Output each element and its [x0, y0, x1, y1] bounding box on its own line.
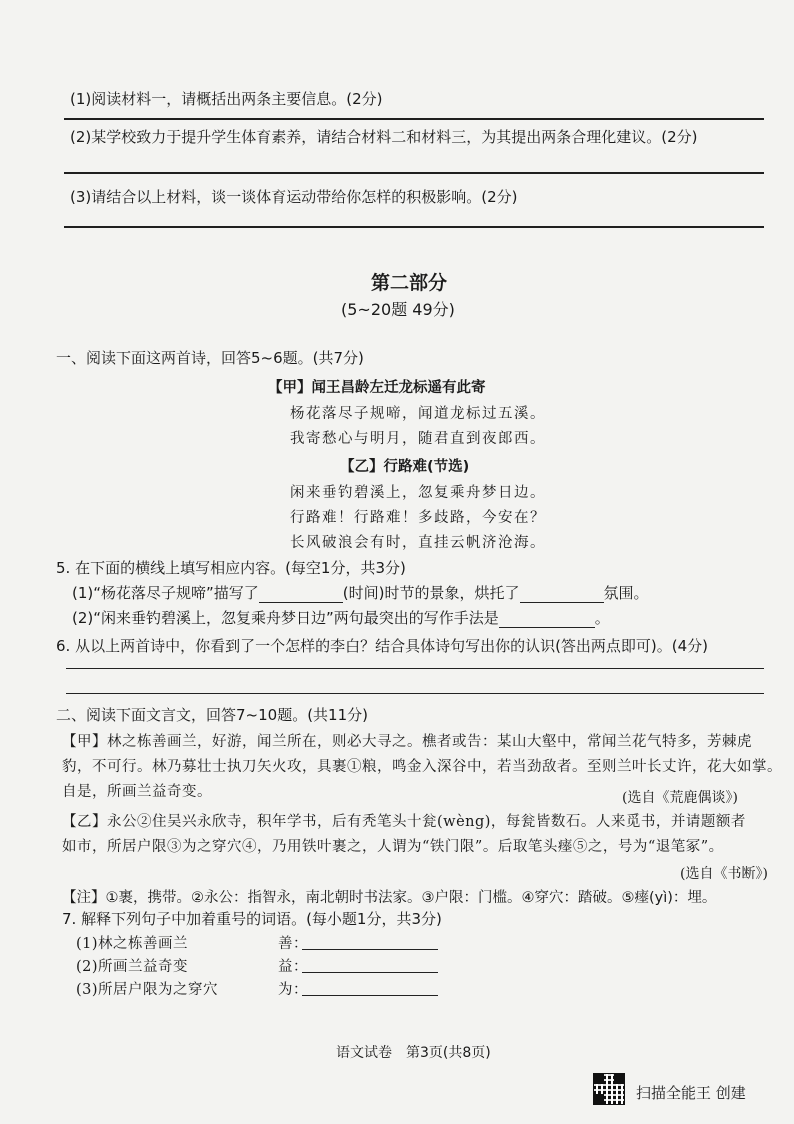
poem-b-line-2: 行路难！行路难！多歧路，今安在？: [290, 510, 546, 526]
question-1-2: (2)某学校致力于提升学生体育素养，请结合材料二和材料三，为其提出两条合理化建议。(2分): [70, 128, 698, 146]
question-5: 5. 在下面的横线上填写相应内容。(每空1分，共3分): [56, 559, 406, 577]
question-5-1-part-c: 氛围。: [603, 584, 649, 602]
part-title: 第二部分: [371, 272, 448, 294]
q7-item-1: (1)林之栋善画兰: [76, 936, 189, 952]
text-b-line-1: 【乙】永公②住吴兴永欣寺，积年学书，后有秃笔头十瓮(wèng)，每瓮皆数石。人来觅书，并请题额者: [62, 814, 746, 830]
answer-line: [64, 226, 764, 228]
q7-item-2-word: 益：: [278, 959, 308, 975]
question-5-1: [72, 582, 649, 603]
q7-item-1-word: 善：: [278, 936, 308, 952]
question-1-1: (1)阅读材料一，请概括出两条主要信息。(2分): [70, 90, 383, 108]
answer-line: [64, 118, 764, 120]
poem-a-line-1: 杨花落尽子规啼，闻道龙标过五溪。: [290, 406, 546, 422]
question-6: 6. 从以上两首诗中，你看到了一个怎样的李白？结合具体诗句写出你的认识(答出两点即可)。(4分): [56, 637, 709, 655]
question-5-2-part-b: 。: [594, 609, 610, 627]
poem-a-title: 【甲】闻王昌龄左迁龙标遥有此寄: [268, 380, 486, 396]
poem-b-line-3: 长风破浪会有时，直挂云帆济沧海。: [290, 535, 546, 551]
q7-item-2: (2)所画兰益奇变: [76, 959, 189, 975]
answer-line[interactable]: [302, 949, 438, 950]
scanner-brand: 扫描全能王 创建: [636, 1084, 746, 1102]
annotations: 【注】①裹，携带。②永公：指智永，南北朝时书法家。③户限：门槛。④穿穴：踏破。⑤瘗(yì)：埋。: [62, 890, 717, 906]
qr-code-icon: [593, 1073, 625, 1105]
question-1-3: (3)请结合以上材料，谈一谈体育运动带给你怎样的积极影响。(2分): [70, 188, 518, 206]
section-2-heading: 二、阅读下面文言文，回答7~10题。(共11分): [56, 706, 368, 724]
fill-blank[interactable]: [499, 611, 595, 628]
text-a-line-2: 豹，不可行。林乃募壮士执刀矢火攻，具裹①粮，鸣金入深谷中，若当劲敌者。至则兰叶长丈许，花大如掌。: [62, 759, 782, 775]
answer-line[interactable]: [66, 668, 764, 669]
answer-line: [64, 172, 764, 174]
text-a-line-1: 【甲】林之栋善画兰，好游，闻兰所在，则必大寻之。樵者或告：某山大壑中，常闻兰花气特多，芳棘虎: [62, 734, 752, 750]
answer-line[interactable]: [302, 995, 438, 996]
question-5-2: [72, 607, 610, 628]
answer-line[interactable]: [302, 972, 438, 973]
source-b: (选自《书断》): [680, 866, 768, 882]
poem-b-line-1: 闲来垂钓碧溪上，忽复乘舟梦日边。: [290, 485, 546, 501]
text-b-line-2: 如市，所居户限③为之穿穴④，乃用铁叶裹之，人谓为“铁门限”。后取笔头瘗⑤之，号为“退笔冢”。: [62, 839, 724, 855]
question-5-1-part-b: (时间)时节的景象，烘托了: [342, 584, 520, 602]
text-a-line-3: 自是，所画兰益奇变。: [62, 784, 212, 800]
q7-item-3-word: 为：: [278, 982, 308, 998]
fill-blank[interactable]: [520, 586, 604, 603]
footer-page-number: 第3页(共8页): [406, 1045, 491, 1061]
poem-b-title: 【乙】行路难(节选): [340, 459, 470, 475]
question-5-1-part-a: (1)“杨花落尽子规啼”描写了: [72, 584, 259, 602]
section-1-heading: 一、阅读下面这两首诗，回答5~6题。(共7分): [56, 349, 364, 367]
question-5-2-part-a: (2)“闲来垂钓碧溪上，忽复乘舟梦日边”两句最突出的写作手法是: [72, 609, 499, 627]
source-a: (选自《荒鹿偶谈》): [622, 790, 738, 806]
answer-line[interactable]: [66, 693, 764, 694]
footer-subject: 语文试卷: [336, 1045, 392, 1061]
part-subtitle: (5~20题 49分): [341, 300, 455, 319]
q7-item-3: (3)所居户限为之穿穴: [76, 982, 219, 998]
question-7: 7. 解释下列句子中加着重号的词语。(每小题1分，共3分): [62, 910, 442, 928]
fill-blank[interactable]: [259, 586, 343, 603]
poem-a-line-2: 我寄愁心与明月，随君直到夜郎西。: [290, 431, 546, 447]
